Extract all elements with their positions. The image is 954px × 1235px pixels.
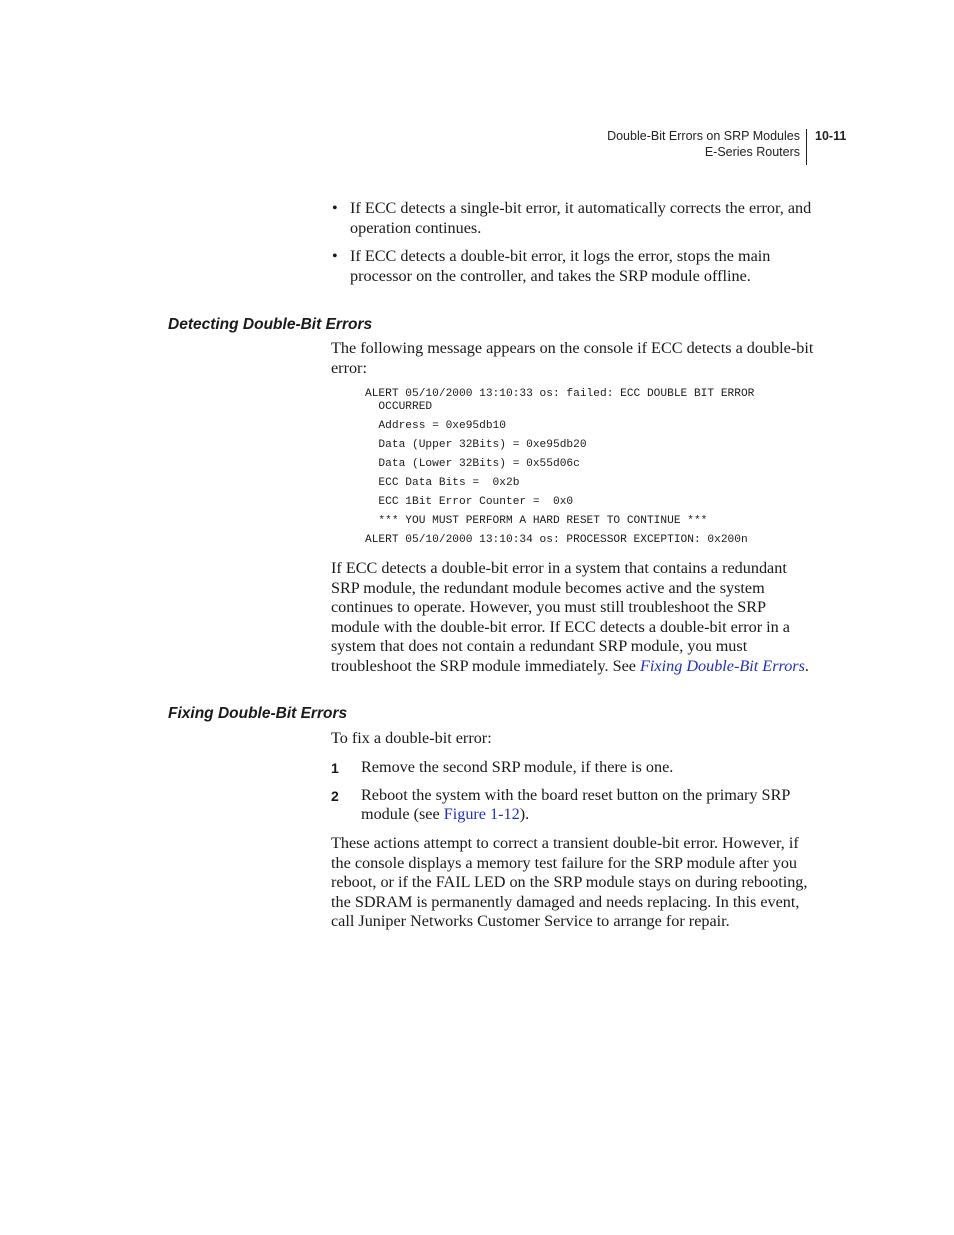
list-item (331, 786, 816, 825)
page-number: 10-11 (815, 129, 847, 143)
detecting-body-text: If ECC detects a double-bit error in a system that contains a redundant SRP module, the redundant module becomes active and the system continues to operate. However, you must still troubleshoot the SRP module with the double-bit error. If ECC detects a double-bit error in a system that does not contain a redundant SRP module, you must troubleshoot the SRP module immediately. See (331, 559, 790, 675)
fixing-closing: These actions attempt to correct a transient double-bit error. However, if the console displays a memory test failure for the SRP module after you reboot, or if the FAIL LED on the SRP module stays on during rebooting, the SDRAM is permanently damaged and needs replacing. In this event, call Juniper Networks Customer Service to arrange for repair. (331, 834, 808, 931)
detecting-heading: Detecting Double-Bit Errors (168, 316, 373, 333)
code-line: Data (Lower 32Bits) = 0x55d06c (365, 458, 580, 470)
bullet-icon: • (332, 199, 338, 217)
bullet-text: If ECC detects a single-bit error, it automatically corrects the error, and operation continues. (350, 199, 812, 237)
code-line: ECC 1Bit Error Counter = 0x0 (365, 496, 574, 508)
code-line: OCCURRED (365, 401, 433, 413)
header-titles (607, 129, 800, 160)
code-line: ECC Data Bits = 0x2b (365, 477, 520, 489)
figure-link[interactable]: Figure 1-12 (443, 805, 520, 824)
running-header (560, 129, 850, 165)
intro-bullet-list (332, 199, 812, 295)
bullet-text: If ECC detects a double-bit error, it logs the error, stops the main processor on the controller, and takes the SRP module offline. (350, 247, 771, 285)
list-item (332, 199, 812, 238)
list-item (331, 758, 816, 778)
fixing-errors-link[interactable]: Fixing Double-Bit Errors (640, 656, 805, 675)
code-line: Data (Upper 32Bits) = 0xe95db20 (365, 439, 587, 451)
fixing-heading: Fixing Double-Bit Errors (168, 705, 348, 722)
detecting-body-end: . (804, 656, 809, 675)
step-text: Remove the second SRP module, if there is one. (361, 758, 674, 776)
header-section-title: Double-Bit Errors on SRP Modules (607, 129, 800, 143)
list-item (332, 247, 812, 286)
header-divider (806, 129, 807, 165)
code-line: ALERT 05/10/2000 13:10:34 os: PROCESSOR EXCEPTION: 0x200n (365, 534, 748, 546)
step-text (361, 786, 790, 824)
code-line: Address = 0xe95db10 (365, 420, 506, 432)
bullet-icon: • (332, 247, 338, 266)
detecting-body (331, 559, 816, 677)
step-text-part: Reboot the system with the board reset button on the primary SRP module (see (361, 785, 790, 824)
step-number: 2 (331, 787, 339, 804)
header-book-title: E-Series Routers (704, 144, 800, 159)
step-text-end: ). (519, 805, 530, 824)
code-line: *** YOU MUST PERFORM A HARD RESET TO CONTINUE *** (365, 515, 708, 527)
code-line: ALERT 05/10/2000 13:10:33 os: failed: ECC DOUBLE BIT ERROR (365, 388, 755, 400)
step-number: 1 (331, 760, 339, 776)
fixing-steps (331, 758, 816, 833)
fixing-intro: To fix a double-bit error: (331, 729, 492, 747)
console-message (365, 388, 754, 547)
detecting-intro: The following message appears on the console if ECC detects a double-bit error: (331, 339, 814, 377)
